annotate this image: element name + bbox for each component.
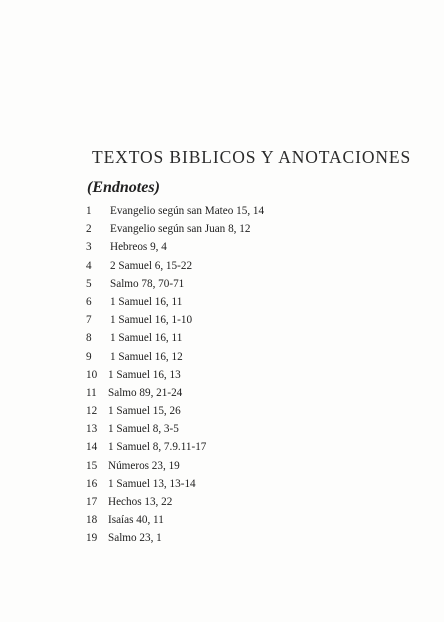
endnote-item	[0, 331, 444, 349]
endnote-reference: Hechos 13, 22	[108, 496, 173, 508]
endnote-item	[0, 513, 444, 531]
endnotes-list	[0, 204, 444, 550]
endnote-number: 12	[86, 405, 98, 418]
endnote-item	[0, 259, 444, 277]
endnote-reference: 1 Samuel 8, 7.9.11-17	[108, 441, 207, 454]
endnote-number: 8	[86, 332, 92, 345]
endnote-item	[0, 495, 444, 513]
endnote-number: 15	[86, 459, 98, 472]
endnote-item	[0, 204, 444, 222]
page-subtitle: (Endnotes)	[87, 179, 160, 196]
endnote-item	[0, 477, 444, 495]
endnote-reference: Salmo 23, 1	[108, 532, 162, 545]
endnote-number: 9	[86, 350, 92, 363]
page-title: TEXTOS BIBLICOS Y ANOTACIONES	[92, 147, 412, 167]
endnote-number: 10	[86, 368, 98, 381]
endnote-item	[0, 295, 444, 313]
endnote-item	[0, 350, 444, 368]
endnote-reference: Salmo 89, 21-24	[108, 386, 183, 399]
endnote-number: 3	[86, 241, 92, 254]
endnote-reference: 1 Samuel 8, 3-5	[108, 423, 179, 436]
endnote-reference: 1 Samuel 16, 11	[110, 295, 183, 308]
endnote-number: 7	[86, 314, 92, 327]
endnote-reference: 1 Samuel 16, 12	[110, 350, 183, 363]
endnote-item	[0, 222, 444, 240]
endnote-reference: Hebreos 9, 4	[110, 241, 167, 254]
endnote-reference: Isaías 40, 11	[108, 514, 164, 527]
endnote-number: 4	[86, 259, 92, 272]
endnote-reference: Salmo 78, 70-71	[110, 277, 185, 290]
endnote-item	[0, 277, 444, 295]
endnote-item	[0, 459, 444, 477]
endnote-reference: 1 Samuel 16, 13	[108, 368, 181, 381]
endnote-reference: 1 Samuel 16, 1-10	[110, 314, 193, 327]
endnote-reference: 1 Samuel 16, 11	[110, 332, 183, 345]
endnote-number: 18	[86, 514, 98, 527]
endnote-item	[0, 440, 444, 458]
endnote-number: 17	[86, 496, 98, 508]
endnote-reference: Números 23, 19	[108, 459, 180, 472]
endnote-number: 1	[86, 205, 92, 217]
endnote-item	[0, 422, 444, 440]
endnote-item	[0, 240, 444, 258]
endnote-item	[0, 368, 444, 386]
endnote-reference: Evangelio según san Juan 8, 12	[110, 223, 251, 236]
endnote-item	[0, 531, 444, 549]
endnote-number: 19	[86, 532, 98, 545]
endnote-number: 2	[86, 223, 92, 236]
endnote-reference: 1 Samuel 15, 26	[108, 405, 181, 418]
endnote-number: 16	[86, 477, 98, 490]
endnote-number: 13	[86, 423, 98, 436]
endnote-reference: 2 Samuel 6, 15-22	[110, 259, 193, 272]
endnote-reference: 1 Samuel 13, 13-14	[108, 477, 196, 490]
endnote-number: 5	[86, 277, 92, 290]
endnote-number: 6	[86, 295, 92, 308]
endnote-number: 11	[86, 386, 97, 399]
endnote-item	[0, 313, 444, 331]
endnote-reference: Evangelio según san Mateo 15, 14	[110, 205, 265, 217]
endnote-item	[0, 404, 444, 422]
endnote-item	[0, 386, 444, 404]
endnote-number: 14	[86, 441, 98, 454]
